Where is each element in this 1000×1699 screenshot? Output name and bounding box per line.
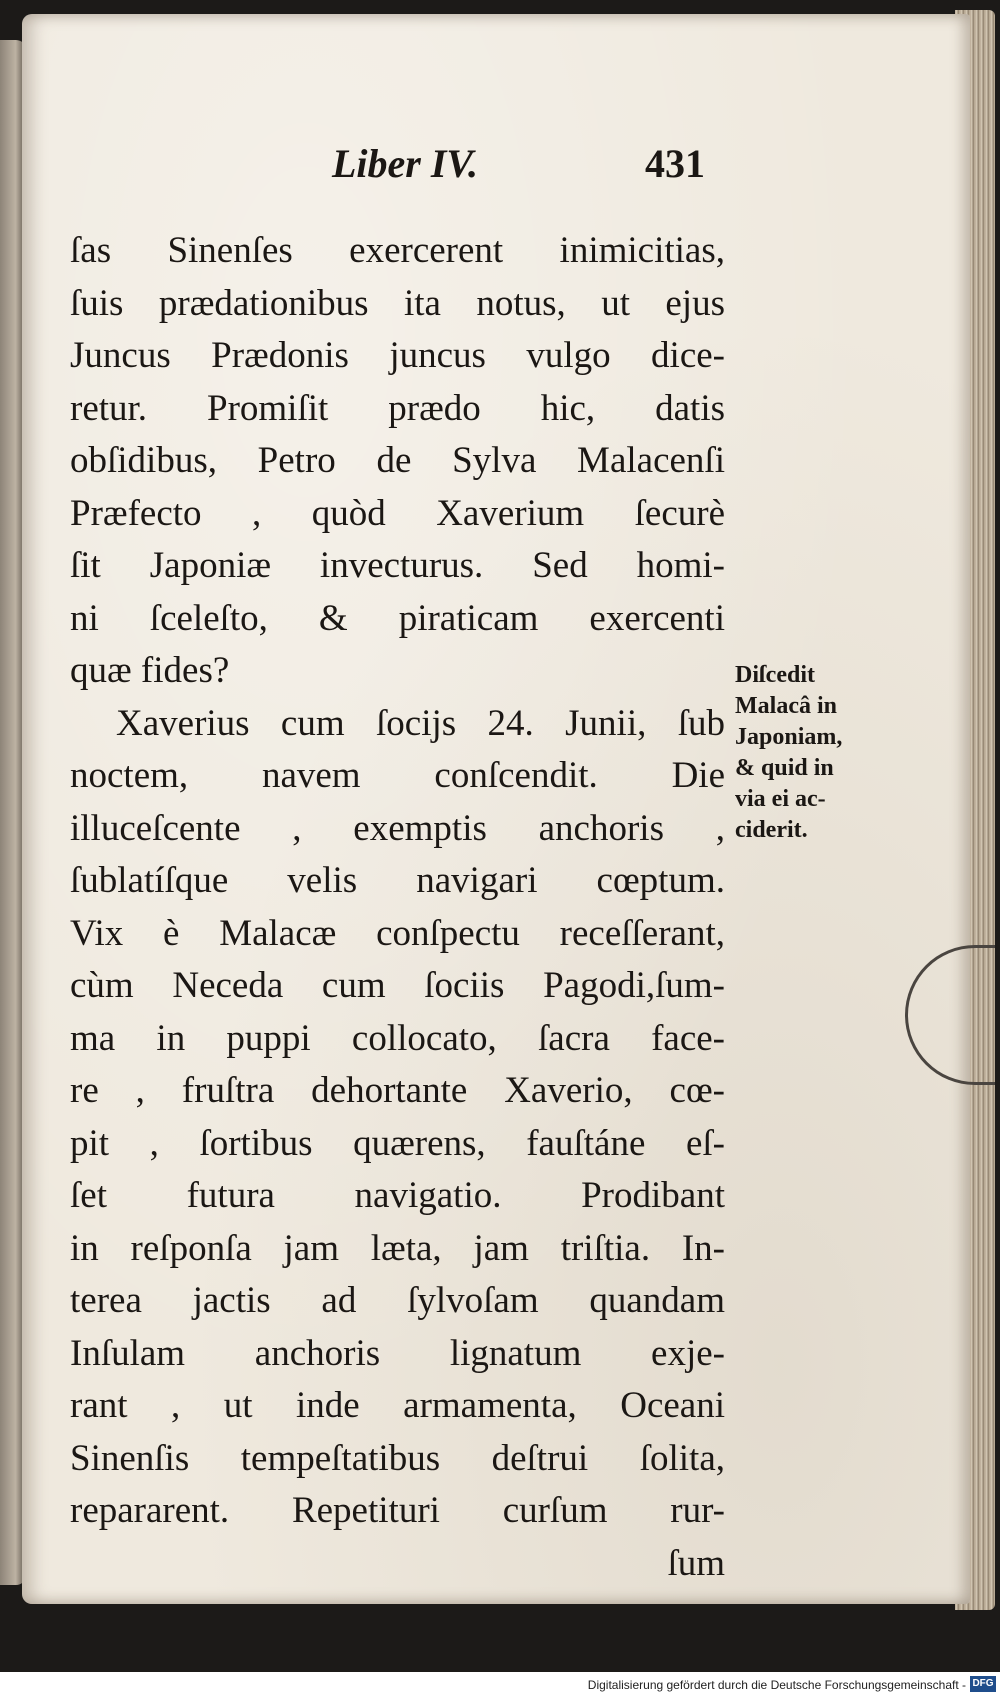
text-line: ſuis prædationibus ita notus, ut ejus: [70, 282, 725, 324]
facing-page-fragment: [2, 280, 24, 1580]
running-title: Liber IV.: [332, 141, 478, 186]
text-line: in reſponſa jam læta, jam triſtia. In-: [70, 1227, 725, 1269]
marginal-note-line: via ei ac-: [735, 786, 826, 812]
text-line: pit , ſortibus quærens, fauſtáne eſ-: [70, 1122, 725, 1164]
marginal-note-line: ciderit.: [735, 817, 808, 843]
text-line: Præfecto , quòd Xaverium ſecurè: [70, 492, 725, 534]
text-line: Vix è Malacæ conſpectu receſſerant,: [70, 912, 725, 954]
text-line: cùm Neceda cum ſociis Pagodi,ſum-: [70, 965, 725, 1006]
text-line: re , fruſtra dehortante Xaverio, cœ-: [70, 1070, 725, 1111]
text-line: quæ fides?: [70, 650, 230, 691]
text-line: illuceſcente , exemptis anchoris ,: [70, 807, 725, 849]
text-line: ſublatíſque velis navigari cœptum.: [70, 860, 725, 901]
text-line: repararent. Repetituri curſum rur-: [70, 1490, 725, 1531]
text-line: ſet futura navigatio. Prodibant: [70, 1175, 725, 1216]
body-text: [70, 225, 725, 1590]
text-line: retur. Promiſit prædo hic, datis: [70, 387, 725, 429]
text-line: Xaverius cum ſocijs 24. Junii, ſub: [116, 702, 725, 744]
catchword: ſum: [667, 1542, 725, 1584]
text-line: noctem, navem conſcendit. Die: [70, 755, 725, 796]
text-line: rant , ut inde armamenta, Oceani: [70, 1385, 725, 1426]
text-line: ſit Japoniæ invecturus. Sed homi-: [70, 545, 725, 586]
text-line: Inſulam anchoris lignatum exje-: [70, 1332, 725, 1374]
text-line: ma in puppi collocato, ſacra face-: [70, 1017, 725, 1059]
text-line: ſas Sinenſes exercerent inimicitias,: [70, 230, 725, 271]
marginal-note-line: & quid in: [735, 755, 834, 781]
text-line: Juncus Prædonis juncus vulgo dice-: [70, 335, 725, 376]
marginal-note-line: Diſcedit: [735, 662, 815, 688]
text-line: obſidibus, Petro de Sylva Malacenſi: [70, 440, 725, 481]
page-header: [320, 140, 740, 200]
marginal-note-line: Japoniam,: [735, 724, 843, 750]
text-line: ni ſceleſto, & piraticam exercenti: [70, 597, 725, 639]
marginal-note: [735, 660, 905, 846]
marginal-note-line: Malacâ in: [735, 693, 837, 719]
text-line: terea jactis ad ſylvoſam quandam: [70, 1280, 725, 1321]
text-line: Sinenſis tempeſtatibus deſtrui ſolita,: [70, 1437, 725, 1479]
dfg-logo: DFG: [970, 1676, 996, 1692]
page-number: 431: [645, 141, 705, 186]
digitization-credit: Digitalisierung gefördert durch die Deutsche Forschungsgemeinschaft -: [587, 1678, 966, 1692]
